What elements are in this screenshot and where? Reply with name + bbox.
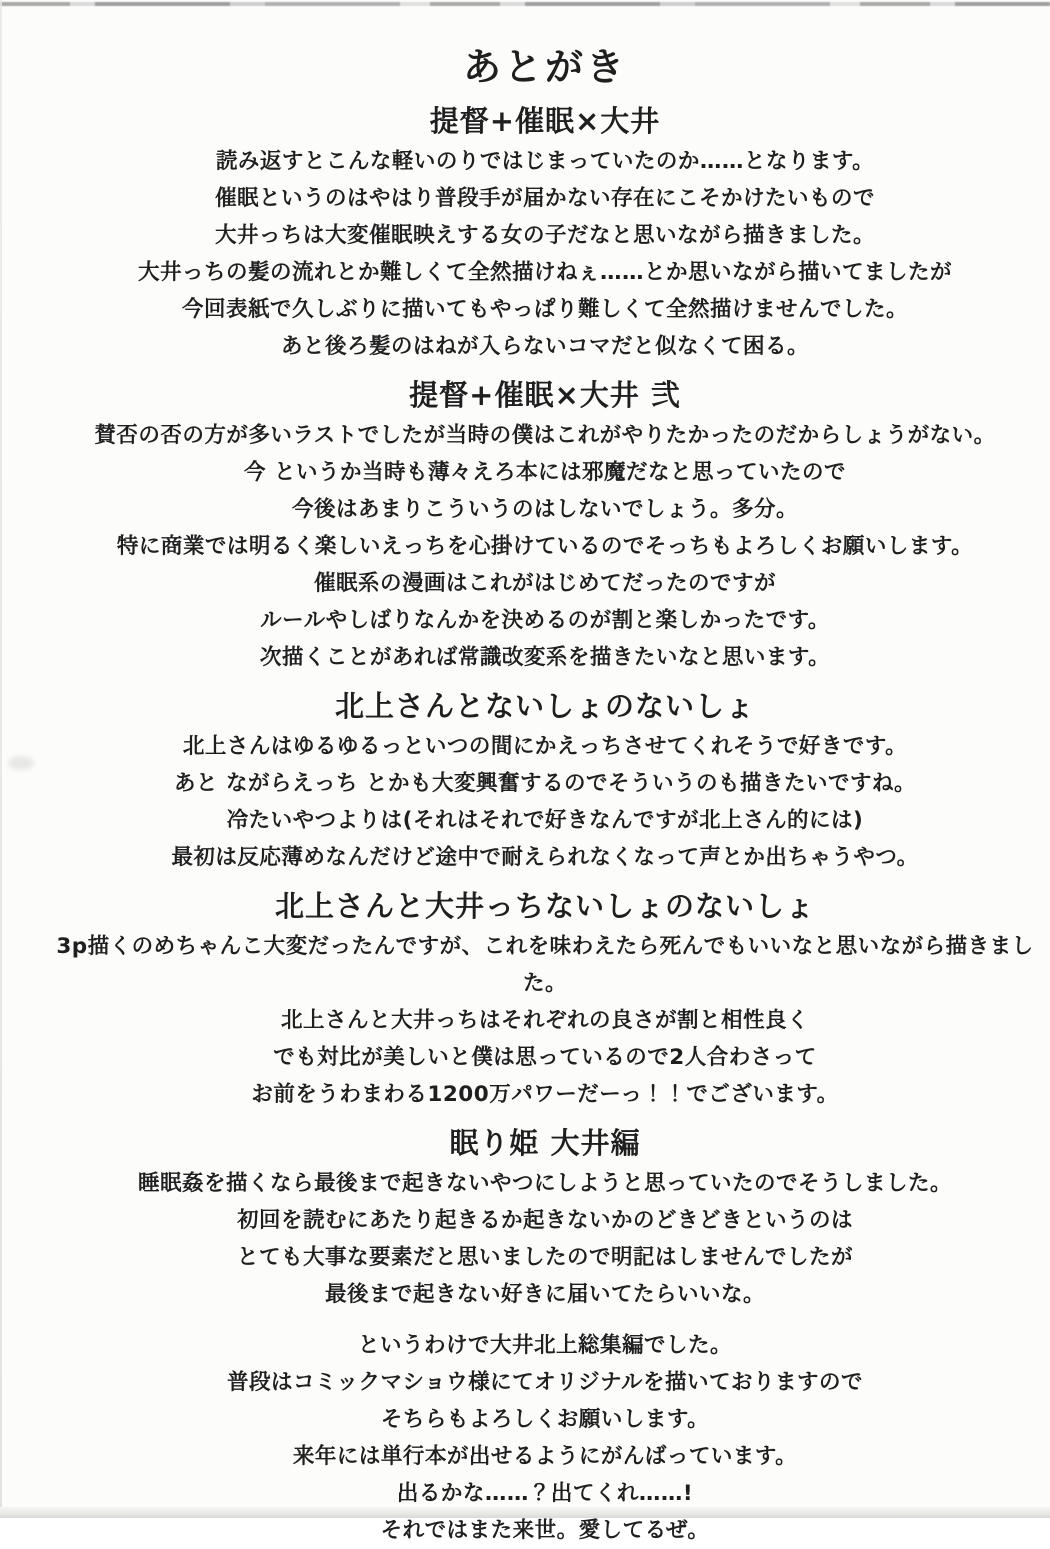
text-line: 冷たいやつよりは(それはそれで好きなんですが北上さん的には) [226,808,864,833]
text-line: 初回を読むにあたり起きるか起きないかのどきどきというのは [236,1208,853,1233]
page-title: あとがき [462,45,627,89]
text-line: 睡眠姦を描くなら最後まで起きないやつにしようと思っていたのでそうしました。 [137,1171,952,1196]
text-line: 出るかな……？出てくれ……! [396,1481,694,1506]
text-line: 催眠系の漫画はこれがはじめてだったのですが [313,571,776,596]
text-line: それではまた来世。愛してるぜ。 [380,1518,710,1543]
text-line: 大井っちは大変催眠映えする女の子だなと思いながら描きました。 [214,223,875,248]
text-line: 催眠というのはやはり普段手が届かない存在にこそかけたいもので [214,186,875,211]
section-heading: 北上さんとないしょのないしょ [334,689,755,723]
text-line: というわけで大井北上総集編でした。 [357,1333,732,1358]
text-line: 特に商業では明るく楽しいえっちを心掛けているのでそっちもよろしくお願いします。 [116,534,974,559]
section-heading: 北上さんと大井っちないしょのないしょ [274,889,815,923]
text-line: 今 というか当時も薄々えろ本には邪魔だなと思っていたので [244,460,846,485]
text-line: あと ながらえっち とかも大変興奮するのでそういうのも描きたいですね。 [174,771,916,796]
section-kitakami-oicchi-naisho [40,890,1050,1113]
text-line: 読み返すとこんな軽いのりではじまっていたのか……となります。 [215,149,875,174]
text-line: とても大事な要素だと思いましたので明記はしませんでしたが [236,1245,853,1270]
text-line: 北上さんはゆるゆるっといつの間にかえっちさせてくれそうで好きです。 [182,734,908,759]
text-line: 3p描くのめちゃんこ大変だったんですが、これを味わえたら死んでもいいなと思いながら描きました。 [56,934,1034,996]
text-line: 大井っちの髪の流れとか難しくて全然描けねぇ……とか思いながら描いてましたが [137,260,952,285]
text-line: でも対比が美しいと僕は思っているので2人合わさって [273,1045,817,1070]
section-teitoku-saimin-oi-2 [40,379,1050,676]
text-line: 最後まで起きない好きに届いてたらいいな。 [324,1282,765,1307]
section-teitoku-saimin-oi [40,105,1050,365]
text-line: 普段はコミックマショウ様にてオリジナルを描いておりますので [226,1370,864,1395]
text-line: 賛否の否の方が多いラストでしたが当時の僕はこれがやりたかったのだからしょうがない。 [94,423,996,448]
section-nemurihime-oi [40,1127,1050,1313]
text-line: ルールやしばりなんかを決めるのが割と楽しかったです。 [260,608,830,633]
text-line: 北上さんと大井っちはそれぞれの良さが割と相性良く [280,1008,809,1033]
text-line: 今後はあまりこういうのはしないでしょう。多分。 [291,497,798,522]
section-heading: 提督+催眠×大井 [429,104,661,138]
section-kitakami-naisho [40,690,1050,876]
section-heading: 眠り姫 大井編 [449,1126,641,1160]
scan-artifact-bottom [0,1507,1050,1518]
text-line: 今回表紙で久しぶりに描いてもやっぱり難しくて全然描けませんでした。 [181,297,908,322]
text-line: お前をうわまわる1200万パワーだーっ！！でございます。 [251,1082,839,1107]
text-line: あと後ろ髪のはねが入らないコマだと似なくて困る。 [280,334,809,359]
text-line: そちらもよろしくお願いします。 [380,1407,710,1432]
text-line: 次描くことがあれば常識改変系を描きたいなと思います。 [259,645,831,670]
text-line: 来年には単行本が出せるようにがんばっています。 [292,1444,798,1469]
section-heading: 提督+催眠×大井 弐 [409,378,681,412]
text-line: 最初は反応薄めなんだけど途中で耐えられなくなって声とか出ちゃうやつ。 [171,845,919,870]
